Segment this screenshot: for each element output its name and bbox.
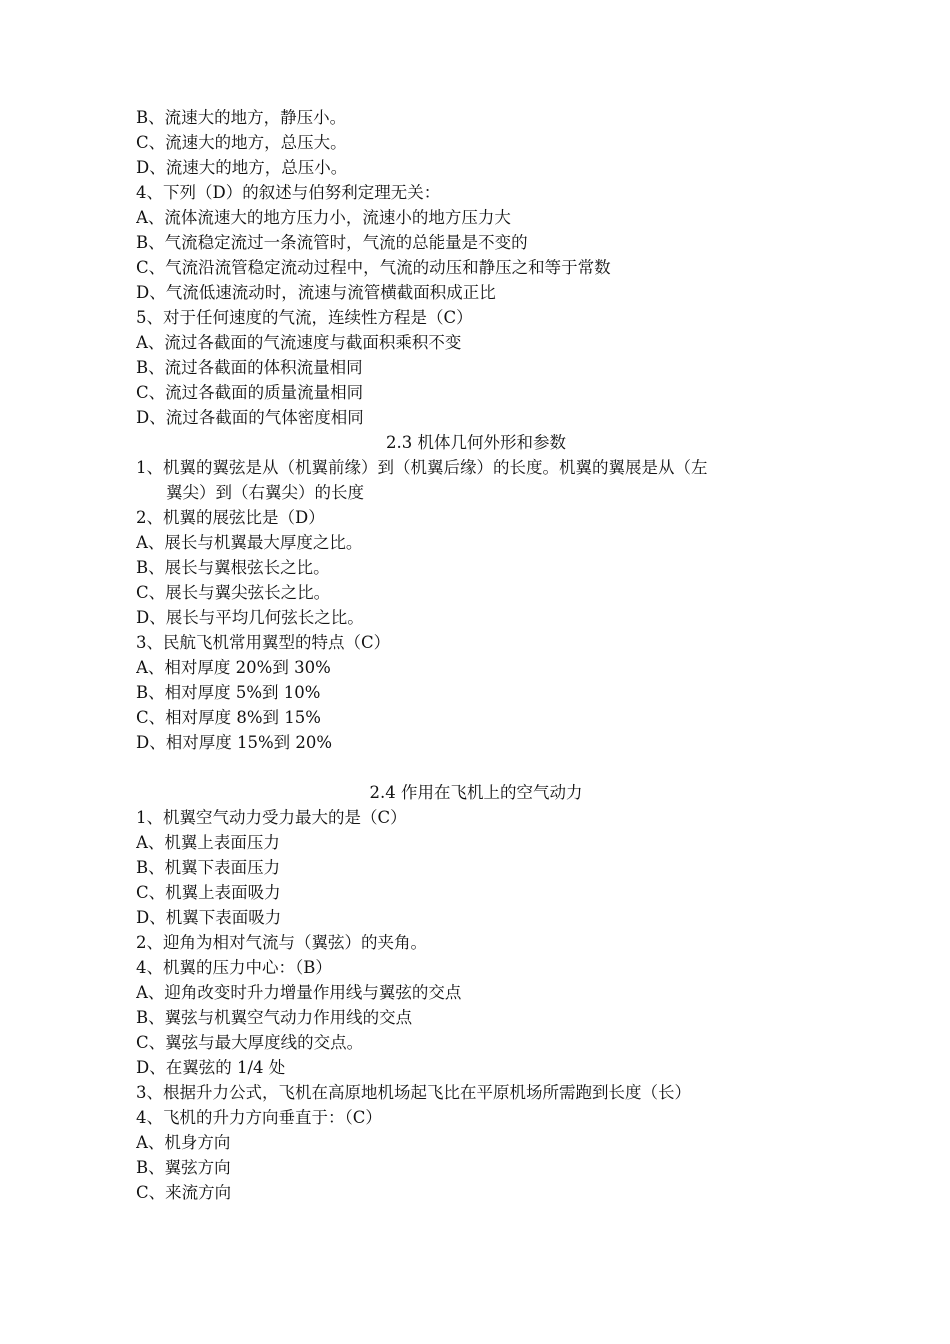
text-line: D、气流低速流动时，流速与流管横截面积成正比 <box>136 283 496 302</box>
text-line: C、相对厚度 8%到 15% <box>136 708 321 727</box>
text-line: B、翼弦与机翼空气动力作用线的交点 <box>136 1008 413 1027</box>
text-line: 1、机翼空气动力受力最大的是（C） <box>136 808 407 827</box>
text-line: B、流过各截面的体积流量相同 <box>136 358 363 377</box>
text-line: 2、机翼的展弦比是（D） <box>136 508 325 527</box>
text-line: A、相对厚度 20%到 30% <box>136 658 331 677</box>
blank-line <box>136 755 816 780</box>
text-line: A、流过各截面的气流速度与截面积乘积不变 <box>136 333 462 352</box>
text-line: C、流速大的地方，总压大。 <box>136 133 347 152</box>
text-line: C、机翼上表面吸力 <box>136 883 281 902</box>
text-line: C、展长与翼尖弦长之比。 <box>136 583 331 602</box>
text-line: 4、机翼的压力中心：（B） <box>136 958 332 977</box>
text-line: D、在翼弦的 1/4 处 <box>136 1058 286 1077</box>
text-line: 3、民航飞机常用翼型的特点（C） <box>136 633 391 652</box>
section-heading-2-3: 2.3 机体几何外形和参数 <box>386 433 566 452</box>
text-line: 4、飞机的升力方向垂直于：（C） <box>136 1108 382 1127</box>
question-list-before <box>136 105 816 430</box>
section-2-4-body <box>136 805 816 1205</box>
text-line: A、机身方向 <box>136 1133 231 1152</box>
text-line: D、流速大的地方，总压小。 <box>136 158 348 177</box>
text-line: 4、下列（D）的叙述与伯努利定理无关： <box>136 183 441 202</box>
text-line: B、展长与翼根弦长之比。 <box>136 558 330 577</box>
text-line-continued: 翼尖）到（右翼尖）的长度 <box>166 483 364 502</box>
text-line: C、翼弦与最大厚度线的交点。 <box>136 1033 364 1052</box>
text-line: 3、根据升力公式，飞机在高原地机场起飞比在平原机场所需跑到长度（长） <box>136 1083 691 1102</box>
text-line: D、机翼下表面吸力 <box>136 908 282 927</box>
text-line: D、展长与平均几何弦长之比。 <box>136 608 364 627</box>
text-line: 1、机翼的翼弦是从（机翼前缘）到（机翼后缘）的长度。机翼的翼展是从（左 <box>136 458 708 477</box>
text-line: B、机翼下表面压力 <box>136 858 281 877</box>
text-line: 5、对于任何速度的气流，连续性方程是（C） <box>136 308 473 327</box>
text-line: A、机翼上表面压力 <box>136 833 280 852</box>
text-line: B、流速大的地方，静压小。 <box>136 108 347 127</box>
text-line: C、流过各截面的质量流量相同 <box>136 383 364 402</box>
section-heading-2-4: 2.4 作用在飞机上的空气动力 <box>369 783 583 802</box>
text-line: B、翼弦方向 <box>136 1158 231 1177</box>
text-line: A、迎角改变时升力增量作用线与翼弦的交点 <box>136 983 462 1002</box>
text-line: C、来流方向 <box>136 1183 232 1202</box>
text-line: D、相对厚度 15%到 20% <box>136 733 333 752</box>
text-line: A、展长与机翼最大厚度之比。 <box>136 533 363 552</box>
text-line: A、流体流速大的地方压力小，流速小的地方压力大 <box>136 208 511 227</box>
document-body <box>136 105 816 1205</box>
text-line: B、相对厚度 5%到 10% <box>136 683 321 702</box>
text-line: B、气流稳定流过一条流管时，气流的总能量是不变的 <box>136 233 528 252</box>
text-line: 2、迎角为相对气流与（翼弦）的夹角。 <box>136 933 427 952</box>
section-2-3-body <box>136 455 816 755</box>
text-line: C、气流沿流管稳定流动过程中，气流的动压和静压之和等于常数 <box>136 258 611 277</box>
text-line: D、流过各截面的气体密度相同 <box>136 408 364 427</box>
